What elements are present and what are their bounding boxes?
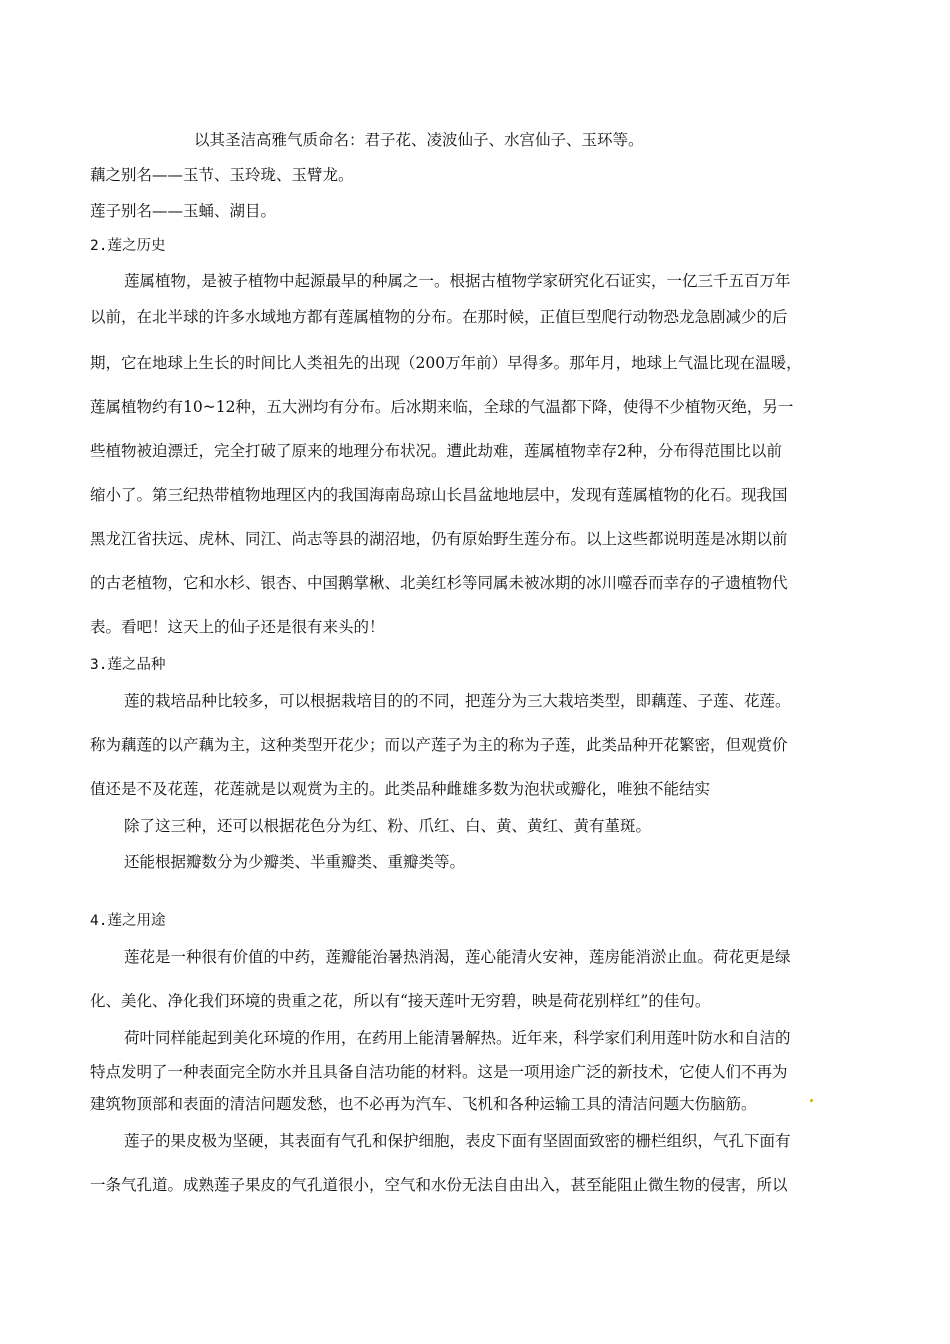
section-heading-history: 2.莲之历史 (90, 238, 166, 254)
paragraph-line: 的古老植物，它和水杉、银杏、中国鹅掌楸、北美红杉等同属未被冰期的冰川噬吞而幸存的孑遗植物代 (90, 574, 788, 592)
paragraph-line: 藕之别名——玉节、玉玲珑、玉臂龙。 (90, 166, 354, 184)
paragraph-line: 莲的栽培品种比较多，可以根据栽培目的的不同，把莲分为三大栽培类型，即藕莲、子莲、花莲。 (124, 692, 791, 710)
paragraph-line: 表。看吧！这天上的仙子还是很有来头的！ (90, 618, 385, 636)
section-heading-uses: 4.莲之用途 (90, 913, 166, 929)
paragraph-line: 还能根据瓣数分为少瓣类、半重瓣类、重瓣类等。 (124, 853, 466, 871)
paragraph-line: 缩小了。第三纪热带植物地理区内的我国海南岛琼山长昌盆地地层中，发现有莲属植物的化石。现我国 (90, 486, 788, 504)
paragraph-line: 莲子的果皮极为坚硬，其表面有气孔和保护细胞，表皮下面有坚固面致密的栅栏组织，气孔下面有 (124, 1132, 791, 1150)
paragraph-line: 莲属植物，是被子植物中起源最早的种属之一。根据古植物学家研究化石证实，一亿三千五百万年 (124, 272, 791, 290)
section-heading-varieties: 3.莲之品种 (90, 657, 166, 673)
paragraph-line: 一条气孔道。成熟莲子果皮的气孔道很小，空气和水份无法自由出入，甚至能阻止微生物的侵害，所以 (90, 1176, 788, 1194)
paragraph-line: 以其圣洁高雅气质命名：君子花、凌波仙子、水宫仙子、玉环等。 (194, 131, 644, 149)
paragraph-line: 建筑物顶部和表面的清洁问题发愁，也不必再为汽车、飞机和各种运输工具的清洁问题大伤脑筋。 (90, 1095, 757, 1113)
paragraph-line: 除了这三种，还可以根据花色分为红、粉、爪红、白、黄、黄红、黄有堇斑。 (124, 817, 652, 835)
paragraph-line: 特点发明了一种表面完全防水并且具备自洁功能的材料。这是一项用途广泛的新技术，它使人们不再为 (90, 1063, 788, 1081)
paragraph-line: 以前，在北半球的许多水域地方都有莲属植物的分布。在那时候，正值巨型爬行动物恐龙急剧减少的后 (90, 308, 788, 326)
stray-dot-mark (810, 1099, 813, 1102)
paragraph-line: 莲花是一种很有价值的中药，莲瓣能治暑热消渴，莲心能清火安神，莲房能消淤止血。荷花更是绿 (124, 948, 791, 966)
paragraph-line: 值还是不及花莲，花莲就是以观赏为主的。此类品种雌雄多数为泡状或瓣化，唯独不能结实 (90, 780, 711, 798)
paragraph-line: 黑龙江省扶远、虎林、同江、尚志等县的湖沼地，仍有原始野生莲分布。以上这些都说明莲是冰期以前 (90, 530, 788, 548)
paragraph-line: 化、美化、净化我们环境的贵重之花，所以有“接天莲叶无穷碧，映是荷花别样红”的佳句。 (90, 992, 711, 1010)
paragraph-line: 期，它在地球上生长的时间比人类祖先的出现（200万年前）早得多。那年月，地球上气温比现在温暖， (90, 354, 802, 372)
paragraph-line: 莲子别名——玉蛹、湖目。 (90, 202, 277, 220)
paragraph-line: 些植物被迫漂迁，完全打破了原来的地理分布状况。遭此劫难，莲属植物幸存2种，分布得范围比以前 (90, 442, 782, 460)
paragraph-line: 荷叶同样能起到美化环境的作用，在药用上能清暑解热。近年来，科学家们利用莲叶防水和自洁的 (124, 1029, 791, 1047)
paragraph-line: 莲属植物约有10~12种，五大洲均有分布。后冰期来临，全球的气温都下降，使得不少植物灭绝，另一 (90, 398, 794, 416)
paragraph-line: 称为藕莲的以产藕为主，这种类型开花少；而以产莲子为主的称为子莲，此类品种开花繁密，但观赏价 (90, 736, 788, 754)
